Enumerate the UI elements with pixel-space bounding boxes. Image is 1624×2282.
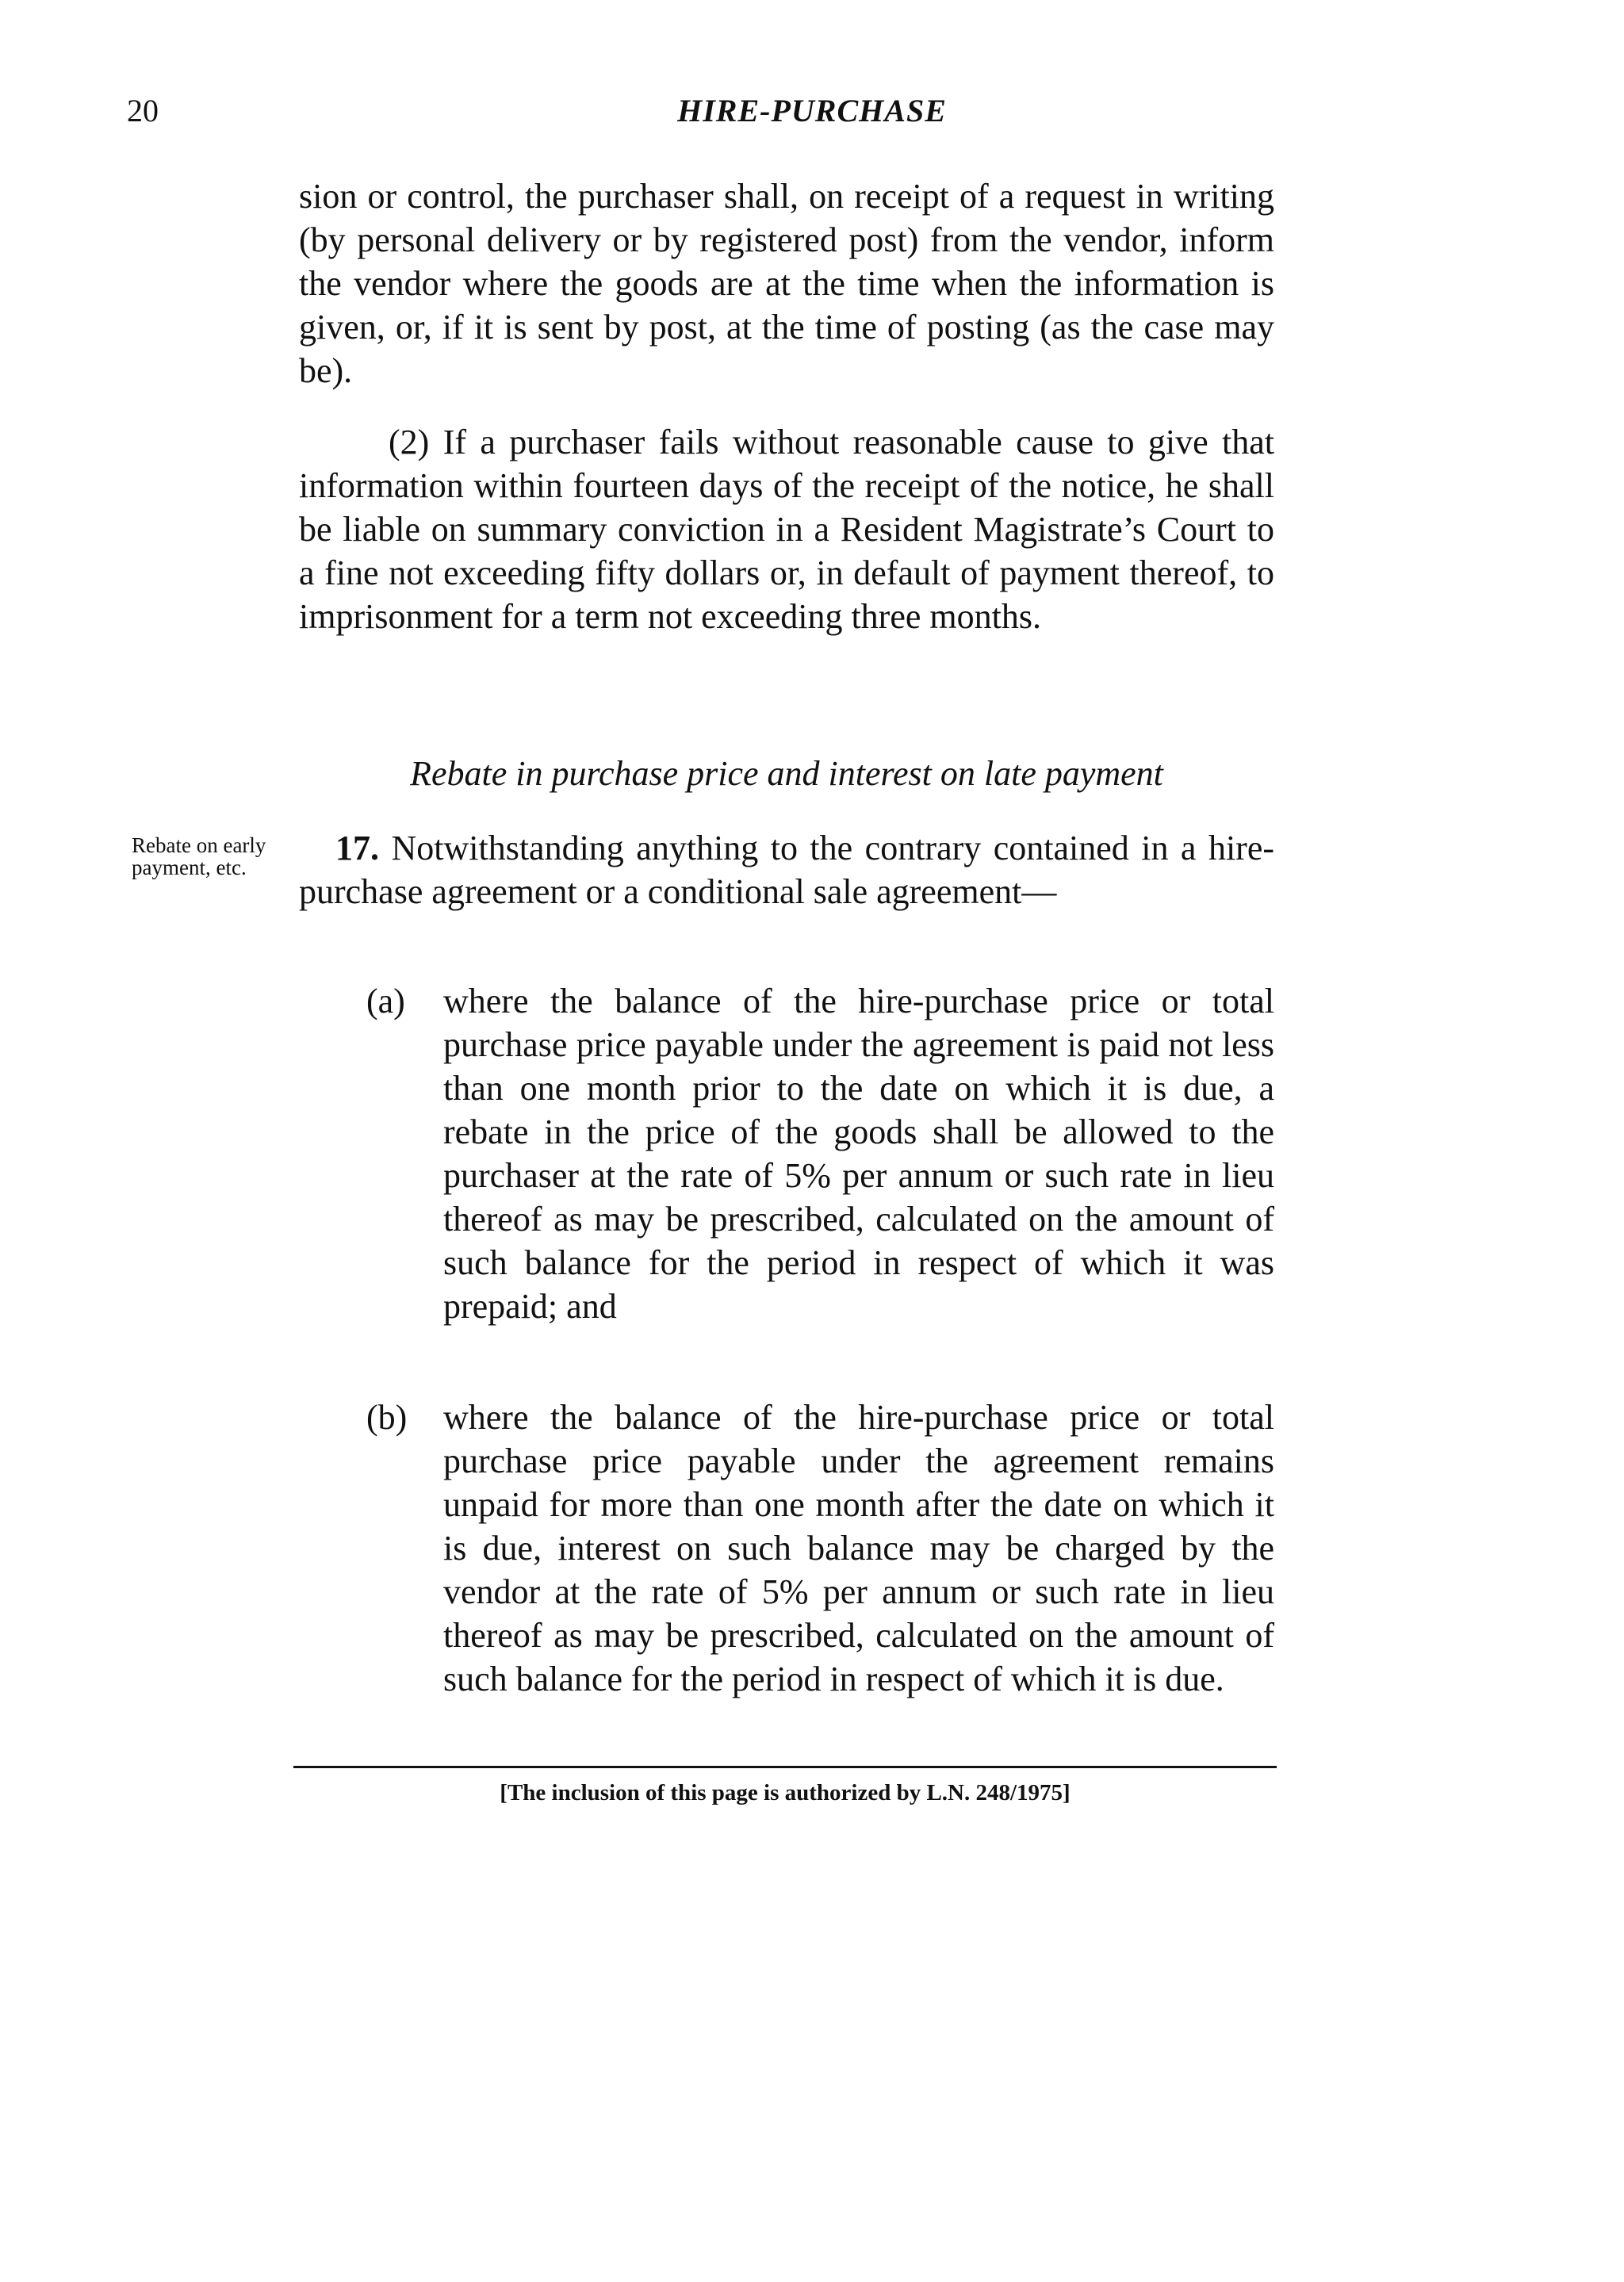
margin-note: Rebate on early payment, etc. bbox=[132, 833, 266, 879]
section-number: 17. bbox=[335, 829, 379, 867]
clause-a bbox=[366, 979, 1274, 1328]
clause-text: where the balance of the hire-purchase price or total purchase price payable under the agreement remains unpaid for more than one month after the date on which it is due, interest on such balance may be charged by the vendor at the rate of 5% per annum or such rate in lieu thereof as may be prescribed, calculated on the amount of such balance for the period in respect of which it is due. bbox=[443, 1398, 1274, 1698]
clause-text: where the balance of the hire-purchase price or total purchase price payable under the agreement is paid not less than one month prior to the date on which it is due, a rebate in the price of the goods shall be allowed to the purchaser at the rate of 5% per annum or such rate in lieu thereof as may be prescribed, calculated on the amount of such balance for the period in respect of which it was prepaid; and bbox=[443, 982, 1274, 1326]
clause-label: (a) bbox=[366, 982, 405, 1020]
footer-rule bbox=[293, 1766, 1277, 1768]
section-17-intro bbox=[299, 826, 1274, 913]
section-intro-text: Notwithstanding anything to the contrary contained in a hire-purchase agreement or a conditional sale agreement— bbox=[299, 829, 1274, 911]
running-head: HIRE-PURCHASE bbox=[677, 93, 947, 128]
paragraph-subsection-2: (2) If a purchaser fails without reasonable cause to give that information within fourteen days of the receipt of the notice, he shall be liable on summary conviction in a Resident Magistrate’s Court to a fine not exceeding fifty dollars or, in default of payment thereof, to imprisonment for a term not exceeding three months. bbox=[299, 423, 1274, 636]
footer-authorization: [The inclusion of this page is authorized by L.N. 248/1975] bbox=[500, 1780, 1071, 1805]
page-number: 20 bbox=[127, 93, 159, 128]
clause-label: (b) bbox=[366, 1398, 408, 1437]
paragraph-continuation: sion or control, the purchaser shall, on receipt of a request in writing (by personal delivery or by registered post) from the vendor, inform the vendor where the goods are at the time when the information is given, or, if it is sent by post, at the time of posting (as the case may be). bbox=[299, 177, 1274, 390]
clause-b bbox=[366, 1396, 1274, 1701]
section-heading: Rebate in purchase price and interest on late payment bbox=[410, 754, 1163, 793]
